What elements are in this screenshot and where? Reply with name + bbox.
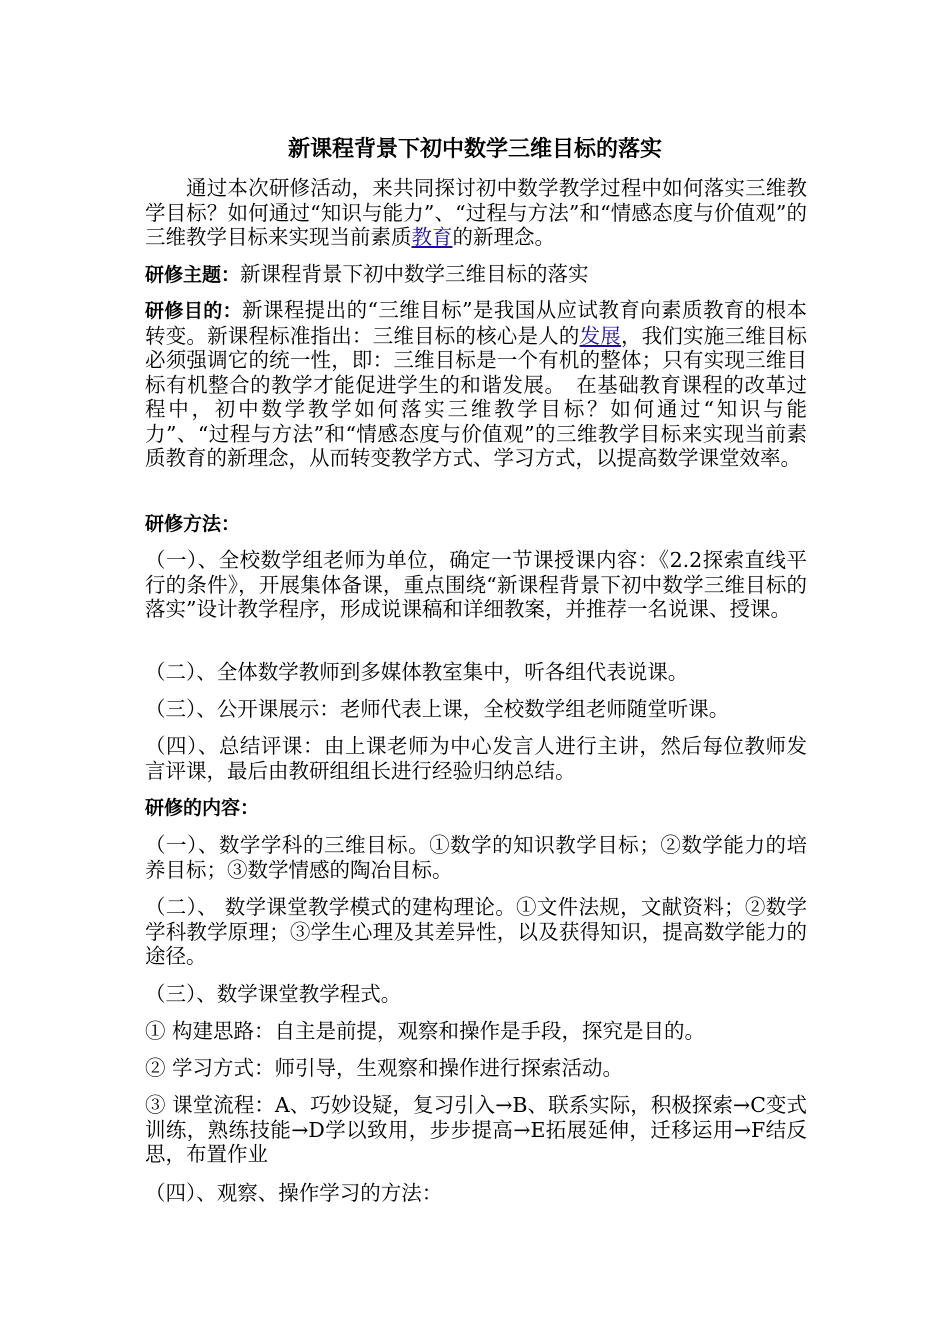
content-item: （四）、观察、操作学习的方法： [145,1181,443,1205]
theme-text: 新课程背景下初中数学三维目标的落实 [240,262,589,286]
education-link[interactable]: 教育 [411,225,453,249]
document-title: 新课程背景下初中数学三维目标的落实 [287,137,662,162]
purpose-text-after: ，我们实施三维目标必须强调它的统一性，即：三维目标是一个有机的整体；只有实现三维目标有机整合的教学才能促进学生的和谐发展。 在基础教育课程的改革过程中，初中数学教学如何落实三维教学目标？如何通过“知识与能力”、“过程与方法”和“情感态度与价值观”的三维教学目标来实现当前素质教育的新理念，从而转变教学方式、学习方式，以提高数学课堂效率。 [145,323,808,470]
theme-label: 研修主题： [145,264,241,286]
intro-paragraph [145,176,807,250]
method-item: （一）、全校数学组老师为单位，确定一节课授课内容：《2.2探索直线平行的条件》，开展集体备课，重点围绕“新课程背景下初中数学三维目标的落实”设计教学程序，形成说课稿和详细教案，并推荐一名说课、授课。 [145,548,807,621]
development-link[interactable]: 发展 [579,323,621,348]
method-heading: 研修方法： [145,513,241,535]
theme-paragraph [145,262,807,288]
content-item: ② 学习方式：师引导，生观察和操作进行探索活动。 [145,1056,624,1080]
purpose-paragraph [145,298,807,471]
content-item: （三）、数学课堂教学程式。 [145,982,402,1006]
purpose-text-before: 新课程提出的“三维目标”是我国从应试教育向素质教育的根本转变。新课程标准指出：三维目标的核心是人的 [145,298,807,348]
content-heading: 研修的内容： [145,797,260,819]
content-item: ③ 课堂流程：A、巧妙设疑，复习引入→B、联系实际，积极探索→C变式训练，熟练技能→D学以致用，步步提高→E拓展延伸，迁移运用→F结反思，布置作业 [145,1093,807,1166]
intro-text-after: 的新理念。 [452,225,555,249]
method-item: （二）、全体数学教师到多媒体教室集中，听各组代表说课。 [145,660,689,684]
content-item: （二）、 数学课堂教学模式的建构理论。①文件法规，文献资料；②数学学科教学原理；③学生心理及其差异性，以及获得知识，提高数学能力的途径。 [145,895,807,968]
method-item: （三）、公开课展示：老师代表上课，全校数学组老师随堂听课。 [145,697,730,721]
content-item: ① 构建思路：自主是前提，观察和操作是手段，探究是目的。 [145,1019,706,1043]
method-item: （四）、总结评课：由上课老师为中心发言人进行主讲，然后每位教师发言评课，最后由教研组组长进行经验归纳总结。 [145,734,807,783]
intro-text-before: 通过本次研修活动，来共同探讨初中数学教学过程中如何落实三维教学目标？如何通过“知识与能力”、“过程与方法”和“情感态度与价值观”的三维教学目标来实现当前素质 [145,176,807,249]
content-item: （一）、数学学科的三维目标。①数学的知识教学目标；②数学能力的培养目标；③数学情感的陶冶目标。 [145,833,807,882]
purpose-label: 研修目的： [145,300,243,322]
